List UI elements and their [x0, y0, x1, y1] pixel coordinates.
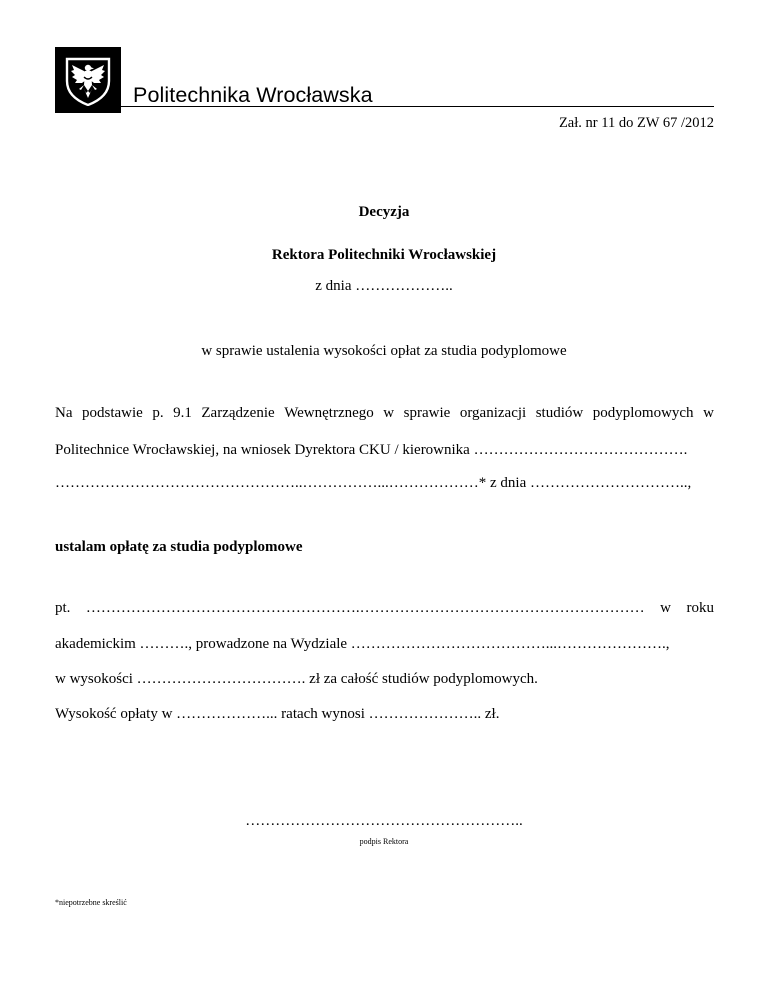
document-title: Decyzja [358, 204, 410, 220]
word: 9.1 [173, 405, 192, 421]
word: roku [686, 600, 714, 616]
document-issuer: Rektora Politechniki Wrocławskiej [271, 247, 497, 263]
fee-amount-line: w wysokości ……………………………. zł za całość studiów podyplomowych. [55, 671, 538, 687]
signature-line: ……………………………………………….. [245, 813, 523, 829]
academic-year-line: akademickim ………., prowadzone na Wydziale …………………………………...…………………., [55, 636, 670, 652]
word: Na [55, 405, 73, 421]
word: pt. [55, 600, 71, 616]
university-logo [55, 47, 121, 113]
program-name-line [55, 600, 714, 617]
footnote: *niepotrzebne skreślić [55, 898, 127, 907]
word: Zarządzenie [201, 405, 275, 421]
installment-line: Wysokość opłaty w ………………... ratach wynosi ………………….. zł. [55, 706, 500, 722]
signature-label: podpis Rektora [359, 837, 409, 846]
legal-basis-line-2: Politechnice Wrocławskiej, na wniosek Dyrektora CKU / kierownika ……………………………………. [55, 442, 688, 458]
word: w [703, 405, 714, 421]
word: Wewnętrznego [284, 405, 374, 421]
decision-heading: ustalam opłatę za studia podyplomowe [55, 539, 303, 555]
word: p. [152, 405, 164, 421]
word: organizacji [459, 405, 527, 421]
legal-basis-line-3: …………………………………………..……………...………………* z dnia ………………………….., [55, 475, 692, 491]
word: w [383, 405, 395, 421]
decision-subject: w sprawie ustalenia wysokości opłat za studia podyplomowe [201, 343, 567, 359]
attachment-reference: Zał. nr 11 do ZW 67 /2012 [558, 115, 714, 131]
university-name: Politechnika Wrocławska [133, 83, 373, 107]
decision-date-line: z dnia ……………….. [315, 278, 453, 294]
legal-basis-line-1 [55, 405, 714, 422]
word: podyplomowych [592, 405, 694, 421]
word: podstawie [82, 405, 143, 421]
word: studiów [535, 405, 584, 421]
eagle-emblem-icon [55, 47, 121, 113]
fill-in-dots: ……………………………………………….………………………………………………… [85, 600, 645, 616]
word: sprawie [403, 405, 451, 421]
word: w [660, 600, 671, 616]
header-divider [55, 106, 714, 107]
